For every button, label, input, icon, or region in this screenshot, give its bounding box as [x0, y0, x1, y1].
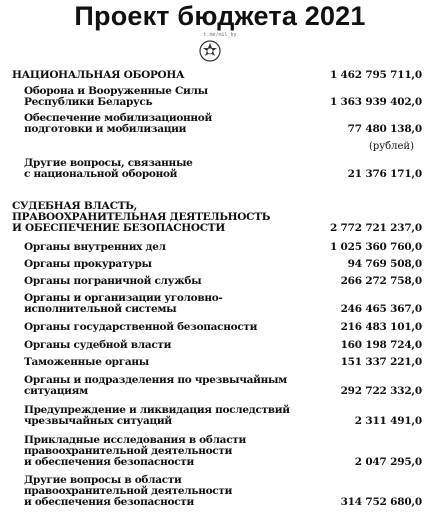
budget-item-label: Прикладные исследования в области правоохранительной деятельности и обеспечения безопасности: [24, 434, 246, 468]
budget-item-label: Органы государственной безопасности: [24, 321, 258, 333]
budget-item-value: 314 752 680,0: [340, 496, 422, 508]
page-title: Проект бюджета 2021: [74, 1, 366, 31]
budget-item-value: 2 311 491,0: [354, 415, 422, 427]
budget-item-value: 160 198 724,0: [340, 339, 422, 351]
budget-item-value: 292 722 332,0: [340, 385, 422, 397]
budget-item-label: Органы прокуратуры: [24, 258, 152, 270]
budget-item-label: Другие вопросы в области правоохранительной деятельности и обеспечения безопасности: [24, 474, 233, 508]
unit-note: (рублей): [368, 141, 414, 152]
budget-item-label: Органы судебной власти: [24, 339, 172, 351]
coat-of-arms-icon: [199, 40, 221, 62]
budget-item-label: Обеспечение мобилизационной подготовки и мобилизации: [24, 112, 212, 135]
budget-item-label: Органы и организации уголовно- исполнительной системы: [24, 292, 223, 315]
section-total: 2 772 721 237,0: [330, 222, 422, 234]
budget-item-value: 94 769 508,0: [347, 258, 422, 270]
budget-item-value: 266 272 758,0: [340, 275, 422, 287]
section-heading: СУДЕБНАЯ ВЛАСТЬ, ПРАВООХРАНИТЕЛЬНАЯ ДЕЯТЕЛЬНОСТЬ И ОБЕСПЕЧЕНИЕ БЕЗОПАСНОСТИ: [12, 200, 271, 234]
section-total: 1 462 795 711,0: [330, 69, 422, 81]
budget-item-value: 151 337 221,0: [340, 356, 422, 368]
section-heading: НАЦИОНАЛЬНАЯ ОБОРОНА: [12, 69, 185, 81]
budget-item-label: Другие вопросы, связанные с национальной обороной: [24, 157, 193, 180]
budget-item-label: Органы внутренних дел: [24, 241, 166, 253]
budget-item-label: Органы пограничной службы: [24, 275, 202, 287]
budget-item-value: 2 047 295,0: [354, 456, 422, 468]
budget-item-value: 77 480 138,0: [347, 123, 422, 135]
watermark-text: t.me/mil_by: [203, 32, 237, 38]
budget-item-value: 1 363 939 402,0: [330, 96, 422, 108]
budget-item-value: 216 483 101,0: [340, 321, 422, 333]
budget-item-label: Оборона и Вооруженные Силы Республики Беларусь: [24, 85, 208, 108]
budget-item-label: Таможенные органы: [24, 356, 149, 368]
budget-item-value: 1 025 360 760,0: [330, 241, 422, 253]
budget-item-label: Органы и подразделения по чрезвычайным ситуациям: [24, 374, 288, 397]
budget-item-value: 21 376 171,0: [347, 168, 422, 180]
budget-item-value: 246 465 367,0: [340, 303, 422, 315]
budget-item-label: Предупреждение и ликвидация последствий чрезвычайных ситуаций: [24, 404, 290, 427]
